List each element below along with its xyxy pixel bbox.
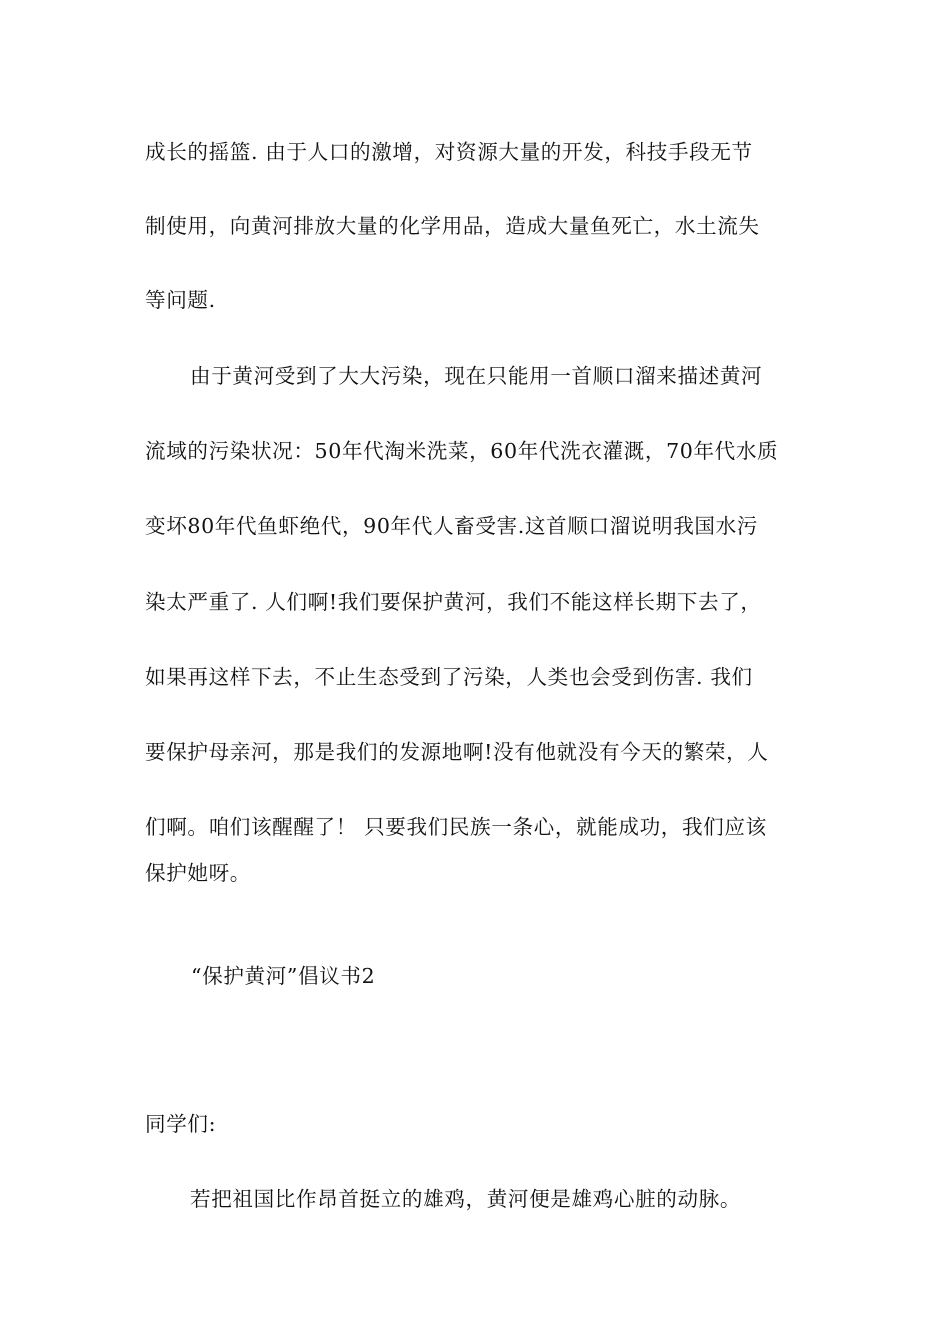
text-line-8: 如果再这样下去，不止生态受到了污染，人类也会受到伤害. 我们 — [145, 665, 753, 689]
text-line-7: 染太严重了. 人们啊!我们要保护黄河，我们不能这样长期下去了， — [145, 590, 762, 614]
salutation: 同学们: — [145, 1112, 217, 1136]
text-line-1: 成长的摇篮. 由于人口的激增，对资源大量的开发，科技手段无节 — [145, 140, 753, 164]
text-line-3: 等问题. — [145, 288, 216, 312]
paragraph-first-line: 由于黄河受到了大大污染，现在只能用一首顺口溜来描述黄河 — [190, 364, 763, 388]
text-line-5: 流域的污染状况：50年代淘米洗菜，60年代洗衣灌溉，70年代水质 — [145, 439, 779, 463]
opening-sentence: 若把祖国比作昂首挺立的雄鸡，黄河便是雄鸡心脏的动脉。 — [190, 1187, 742, 1211]
text-line-11: 保护她呀。 — [145, 861, 251, 885]
text-line-9: 要保护母亲河，那是我们的发源地啊!没有他就没有今天的繁荣，人 — [145, 740, 769, 764]
section-title: “保护黄河”倡议书2 — [191, 964, 376, 988]
text-line-2: 制使用，向黄河排放大量的化学用品，造成大量鱼死亡，水土流失 — [145, 214, 760, 238]
text-line-6: 变坏80年代鱼虾绝代，90年代人畜受害.这首顺口溜说明我国水污 — [145, 514, 758, 538]
text-line-10: 们啊。咱们该醒醒了！ 只要我们民族一条心，就能成功，我们应该 — [145, 815, 767, 839]
